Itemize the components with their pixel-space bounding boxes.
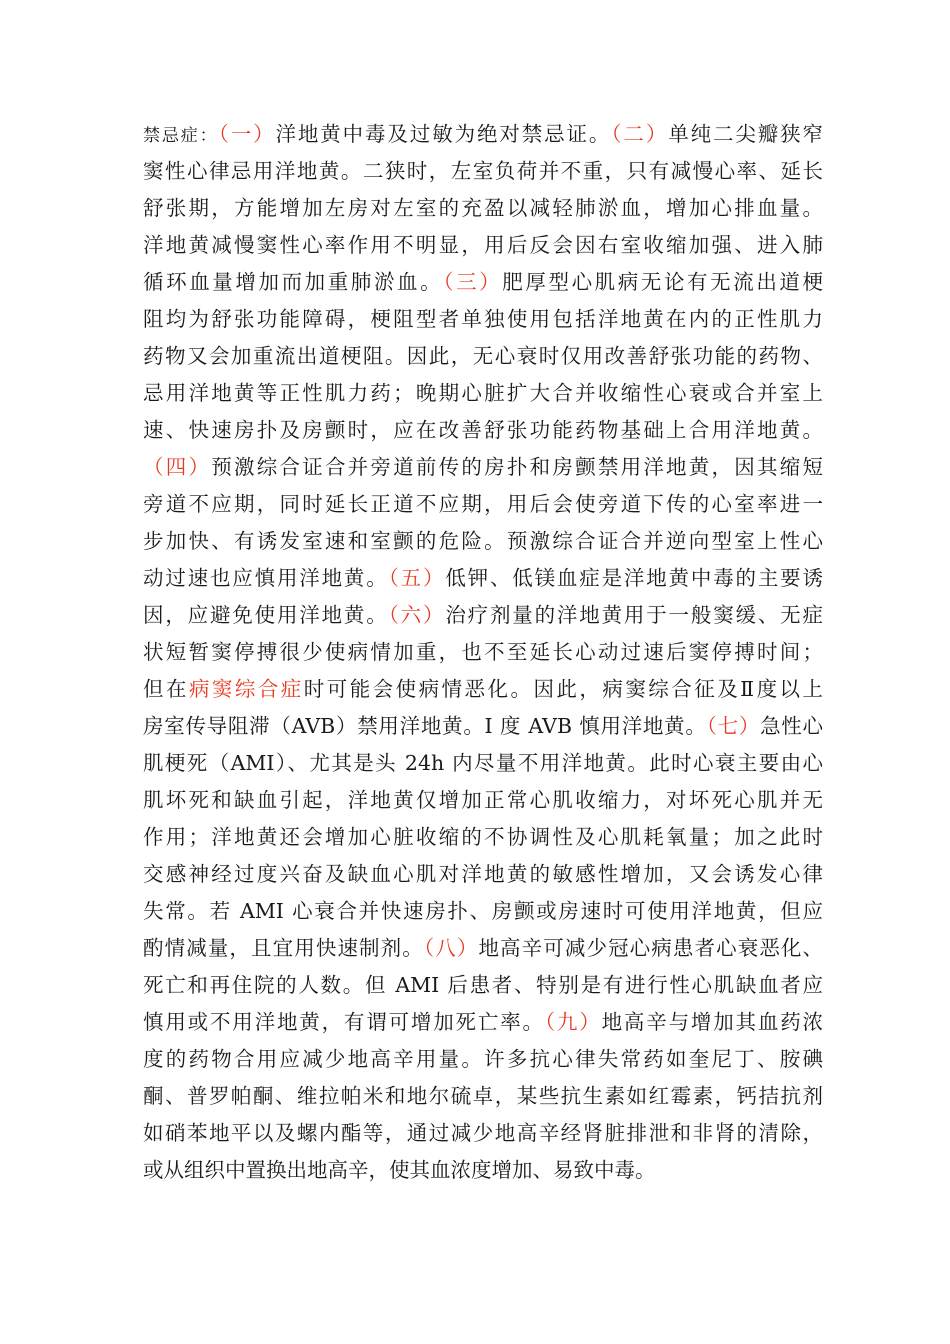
body-text: 治疗剂量的洋地黄用于一般窦缓、无症 [445, 603, 824, 627]
highlighted-text: （四） [143, 455, 212, 479]
body-text: 慎用或不用洋地黄，有谓可增加死亡率。 [143, 1010, 545, 1034]
text-line [143, 523, 823, 560]
text-line [143, 782, 823, 819]
body-text: 步加快、有诱发室速和室颤的危险。预激综合证合并逆向型室上性心 [143, 529, 823, 553]
highlighted-text: （一） [218, 122, 276, 146]
body-text: 急性心 [760, 714, 824, 738]
highlighted-text: （八） [423, 936, 479, 960]
body-text: 低钾、低镁血症是洋地黄中毒的主要诱 [445, 566, 824, 590]
text-line [143, 1004, 823, 1041]
body-text: 酌情减量，且宜用快速制剂。 [143, 936, 424, 960]
body-text: 房室传导阻滞（AVB）禁用洋地黄。I 度 AVB 慎用洋地黄。 [143, 714, 707, 738]
body-text: 忌用洋地黄等正性肌力药；晚期心脏扩大合并收缩性心衰或合并室上 [143, 381, 823, 405]
highlighted-text: （五） [388, 566, 446, 590]
text-line [143, 671, 823, 708]
text-line [143, 856, 823, 893]
text-line [143, 449, 823, 486]
body-text: 因，应避免使用洋地黄。 [143, 603, 389, 627]
body-text: 单纯二尖瓣狭窄 [668, 122, 824, 146]
text-line [143, 153, 823, 190]
text-line [143, 412, 823, 449]
body-text: 速、快速房扑及房颤时，应在改善舒张功能药物基础上合用洋地黄。 [143, 418, 823, 442]
highlighted-text: （七） [706, 714, 761, 738]
body-text: 药物又会加重流出道梗阻。因此，无心衰时仅用改善舒张功能的药物、 [143, 344, 823, 368]
text-line [143, 264, 823, 301]
highlighted-text: 病窦综合症 [188, 677, 304, 701]
text-line [143, 116, 823, 153]
text-line [143, 893, 823, 930]
body-text: 但在 [143, 677, 189, 701]
body-text: 死亡和再住院的人数。但 AMI 后患者、特别是有进行性心肌缺血者应 [143, 973, 823, 997]
body-text: 肌坏死和缺血引起，洋地黄仅增加正常心肌收缩力，对坏死心肌并无 [143, 788, 823, 812]
text-line [143, 1041, 823, 1078]
highlighted-text: （二） [611, 122, 669, 146]
body-text: 地高辛可减少冠心病患者心衰恶化、 [478, 936, 824, 960]
text-line [143, 708, 823, 745]
text-line [143, 1152, 823, 1189]
text-line [143, 486, 823, 523]
body-text: 窦性心律忌用洋地黄。二狭时，左室负荷并不重，只有减慢心率、延长 [143, 159, 823, 183]
body-text: 或从组织中置换出地高辛，使其血浓度增加、易致中毒。 [143, 1158, 656, 1182]
text-line [143, 1078, 823, 1115]
contraindications-paragraph [143, 116, 823, 1189]
body-text: 预激综合证合并旁道前传的房扑和房颤禁用洋地黄，因其缩短 [211, 455, 824, 479]
body-text: 如硝苯地平以及螺内酯等，通过减少地高辛经肾脏排泄和非肾的清除， [143, 1121, 823, 1145]
body-text: 状短暂窦停搏很少使病情加重，也不至延长心动过速后窦停搏时间； [143, 640, 823, 664]
body-text: 酮、普罗帕酮、维拉帕米和地尔硫卓，某些抗生素如红霉素，钙拮抗剂 [143, 1084, 823, 1108]
highlighted-text: （六） [388, 603, 446, 627]
text-line [143, 190, 823, 227]
highlighted-text: （三） [443, 270, 503, 294]
text-line [143, 745, 823, 782]
body-text: 阻均为舒张功能障碍，梗阻型者单独使用包括洋地黄在内的正性肌力 [143, 307, 823, 331]
body-text: 交感神经过度兴奋及缺血心肌对洋地黄的敏感性增加，又会诱发心律 [143, 862, 823, 886]
text-line [143, 560, 823, 597]
body-text: 洋地黄中毒及过敏为绝对禁忌证。 [275, 122, 612, 146]
body-text: 失常。若 AMI 心衰合并快速房扑、房颤或房速时可使用洋地黄，但应 [143, 899, 823, 923]
body-text: 洋地黄减慢窦性心率作用不明显，用后反会因右室收缩加强、进入肺 [143, 233, 823, 257]
body-text: 作用；洋地黄还会增加心脏收缩的不协调性及心肌耗氧量；加之此时 [143, 825, 823, 849]
text-line [143, 930, 823, 967]
text-line [143, 338, 823, 375]
text-line [143, 1115, 823, 1152]
text-line [143, 301, 823, 338]
body-text: 肥厚型心肌病无论有无流出道梗 [502, 270, 824, 294]
text-line [143, 967, 823, 1004]
body-text: 度的药物合用应减少地高辛用量。许多抗心律失常药如奎尼丁、胺碘 [143, 1047, 823, 1071]
body-text: 旁道不应期，同时延长正道不应期，用后会使旁道下传的心室率进一 [143, 492, 823, 516]
text-line [143, 227, 823, 264]
highlighted-text: （九） [544, 1010, 602, 1034]
text-line [143, 634, 823, 671]
body-text: 地高辛与增加其血药浓 [601, 1010, 824, 1034]
body-text: 动过速也应慎用洋地黄。 [143, 566, 389, 590]
body-text: 时可能会使病情恶化。因此，病窦综合征及Ⅱ度以上 [303, 677, 824, 701]
body-text: 舒张期，方能增加左房对左室的充盈以减轻肺淤血，增加心排血量。 [143, 196, 823, 220]
text-line [143, 819, 823, 856]
text-line [143, 597, 823, 634]
body-text: 肌梗死（AMI）、尤其是头 24h 内尽量不用洋地黄。此时心衰主要由心 [143, 751, 823, 775]
text-line [143, 375, 823, 412]
section-label: 禁忌症： [143, 126, 219, 146]
body-text: 循环血量增加而加重肺淤血。 [143, 270, 444, 294]
